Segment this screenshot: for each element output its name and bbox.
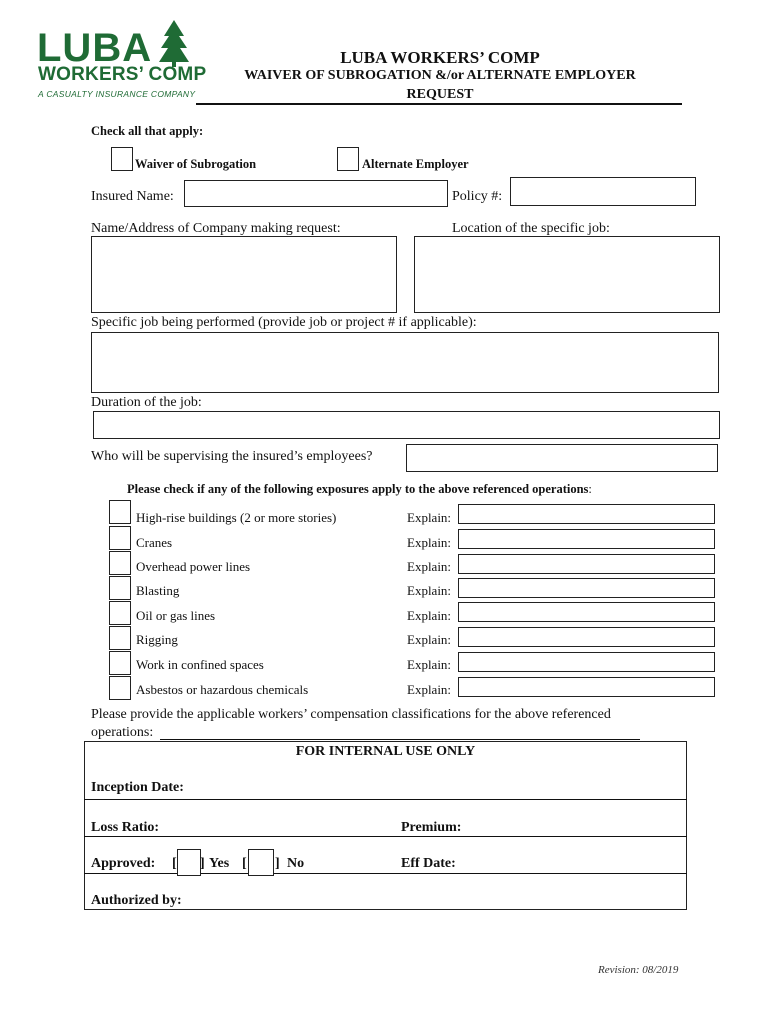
table-divider xyxy=(84,799,687,800)
exposure-label: Asbestos or hazardous chemicals xyxy=(136,682,309,697)
explain-input[interactable] xyxy=(458,602,715,622)
explain-label: Explain: xyxy=(407,608,452,623)
waiver-checkbox[interactable] xyxy=(111,147,133,171)
eff-date-label: Eff Date: xyxy=(401,856,456,871)
job-performed-input[interactable] xyxy=(91,332,719,393)
table-divider xyxy=(84,836,687,837)
table-divider xyxy=(84,873,687,874)
location-label: Location of the specific job: xyxy=(452,221,610,236)
exposure-checkbox[interactable] xyxy=(109,626,131,650)
exposure-checkbox[interactable] xyxy=(109,576,131,600)
tree-icon xyxy=(158,18,190,68)
bracket-close: ] xyxy=(200,856,205,871)
exposures-heading xyxy=(127,482,592,497)
classifications-line2: operations: xyxy=(91,725,154,740)
bracket-open: [ xyxy=(242,856,247,871)
alternate-employer-label: Alternate Employer xyxy=(362,157,469,171)
logo-name: LUBA xyxy=(37,26,153,70)
authorized-by-label: Authorized by: xyxy=(91,893,182,908)
exposure-label: Work in confined spaces xyxy=(136,657,264,672)
duration-input[interactable] xyxy=(93,411,720,439)
exposures-heading-text: Please check if any of the following exposures apply to the above referenced operations xyxy=(127,482,589,496)
explain-input[interactable] xyxy=(458,554,715,574)
insured-name-input[interactable] xyxy=(184,180,448,207)
approved-yes-label: Yes xyxy=(209,856,230,871)
exposure-checkbox[interactable] xyxy=(109,500,131,524)
revision-text: Revision: 08/2019 xyxy=(598,964,679,976)
explain-input[interactable] xyxy=(458,652,715,672)
company-address-label: Name/Address of Company making request: xyxy=(91,221,341,236)
policy-label: Policy #: xyxy=(452,189,503,204)
approved-yes-checkbox[interactable] xyxy=(177,849,201,876)
exposure-label: High-rise buildings (2 or more stories) xyxy=(136,510,337,525)
exposure-label: Overhead power lines xyxy=(136,559,251,574)
explain-input[interactable] xyxy=(458,504,715,524)
check-all-label: Check all that apply: xyxy=(91,124,204,138)
explain-label: Explain: xyxy=(407,632,452,647)
supervising-label: Who will be supervising the insured’s employees? xyxy=(91,449,373,464)
explain-input[interactable] xyxy=(458,578,715,598)
bracket-close: ] xyxy=(275,856,280,871)
insured-name-label: Insured Name: xyxy=(91,189,174,204)
logo-tagline: A CASUALTY INSURANCE COMPANY xyxy=(38,89,196,99)
explain-input[interactable] xyxy=(458,677,715,697)
company-address-input[interactable] xyxy=(91,236,397,313)
exposure-checkbox[interactable] xyxy=(109,551,131,575)
explain-label: Explain: xyxy=(407,559,452,574)
form-subtitle-line2: REQUEST xyxy=(406,87,474,102)
approved-no-checkbox[interactable] xyxy=(248,849,274,876)
logo-line2: WORKERS’ COMP xyxy=(38,64,207,85)
exposure-label: Cranes xyxy=(136,535,173,550)
policy-input[interactable] xyxy=(510,177,696,206)
internal-use-table xyxy=(84,741,687,910)
inception-date-label: Inception Date: xyxy=(91,780,184,795)
header-divider xyxy=(196,103,682,105)
exposure-checkbox[interactable] xyxy=(109,676,131,700)
explain-label: Explain: xyxy=(407,535,452,550)
bracket-open: [ xyxy=(172,856,177,871)
job-performed-label: Specific job being performed (provide job or project # if applicable): xyxy=(91,315,477,330)
premium-label: Premium: xyxy=(401,820,462,835)
exposure-label: Rigging xyxy=(136,632,178,647)
exposure-checkbox[interactable] xyxy=(109,526,131,550)
location-input[interactable] xyxy=(414,236,720,313)
exposures-heading-colon: : xyxy=(588,482,592,496)
internal-use-heading: FOR INTERNAL USE ONLY xyxy=(295,744,476,759)
explain-input[interactable] xyxy=(458,529,715,549)
explain-label: Explain: xyxy=(407,657,452,672)
explain-label: Explain: xyxy=(407,510,452,525)
waiver-label: Waiver of Subrogation xyxy=(135,157,257,171)
form-subtitle-line1: WAIVER OF SUBROGATION &/or ALTERNATE EMPLOYER xyxy=(244,68,636,83)
exposure-label: Oil or gas lines xyxy=(136,608,216,623)
exposure-checkbox[interactable] xyxy=(109,601,131,625)
classifications-underline[interactable] xyxy=(160,739,640,740)
approved-no-label: No xyxy=(287,856,305,871)
explain-label: Explain: xyxy=(407,682,452,697)
classifications-line1: Please provide the applicable workers’ compensation classifications for the above referenced xyxy=(91,707,611,722)
alternate-employer-checkbox[interactable] xyxy=(337,147,359,171)
form-title: LUBA WORKERS’ COMP xyxy=(340,48,540,67)
explain-label: Explain: xyxy=(407,583,452,598)
exposure-label: Blasting xyxy=(136,583,180,598)
explain-input[interactable] xyxy=(458,627,715,647)
duration-label: Duration of the job: xyxy=(91,395,202,410)
exposure-checkbox[interactable] xyxy=(109,651,131,675)
approved-label: Approved: xyxy=(91,856,156,871)
loss-ratio-label: Loss Ratio: xyxy=(91,820,160,835)
supervising-input[interactable] xyxy=(406,444,718,472)
